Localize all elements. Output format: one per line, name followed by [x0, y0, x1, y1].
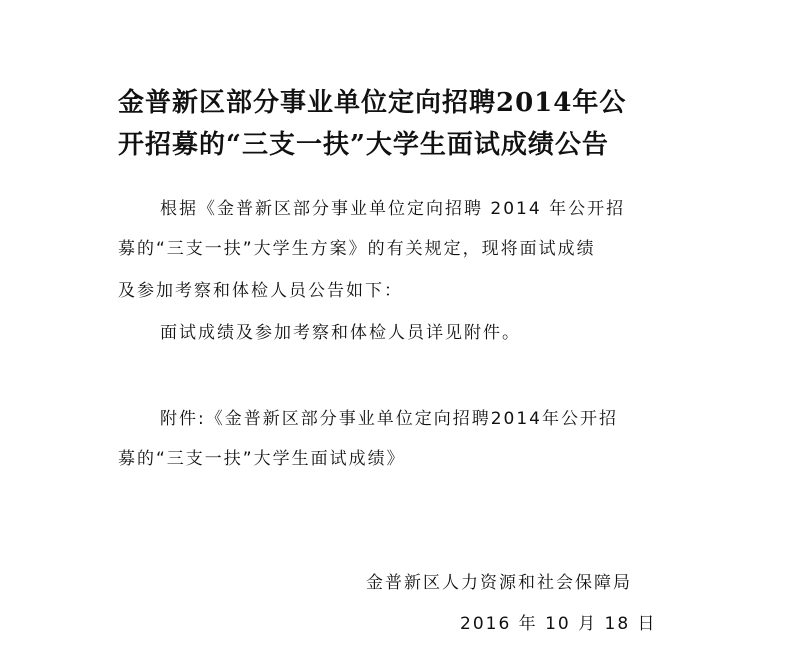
paragraph-1-line-3: 及参加考察和体检人员公告如下： — [118, 281, 403, 301]
paragraph-2: 面试成绩及参加考察和体检人员详见附件。 — [160, 323, 521, 343]
paragraph-1-line-1: 根据《金普新区部分事业单位定向招聘 2014 年公开招 — [160, 199, 626, 219]
signature-date: 2016 年 10 月 18 日 — [460, 614, 657, 634]
signature-organization: 金普新区人力资源和社会保障局 — [366, 573, 632, 593]
title-line-2: 开招募的“三支一扶”大学生面试成绩公告 — [118, 130, 609, 160]
paragraph-1-line-2: 募的“三支一扶”大学生方案》的有关规定，现将面试成绩 — [118, 239, 596, 259]
attachment-line-1: 附件:《金普新区部分事业单位定向招聘2014年公开招 — [160, 409, 618, 429]
attachment-line-2: 募的“三支一扶”大学生面试成绩》 — [118, 449, 406, 469]
title-line-1: 金普新区部分事业单位定向招聘2014年公 — [118, 88, 627, 118]
